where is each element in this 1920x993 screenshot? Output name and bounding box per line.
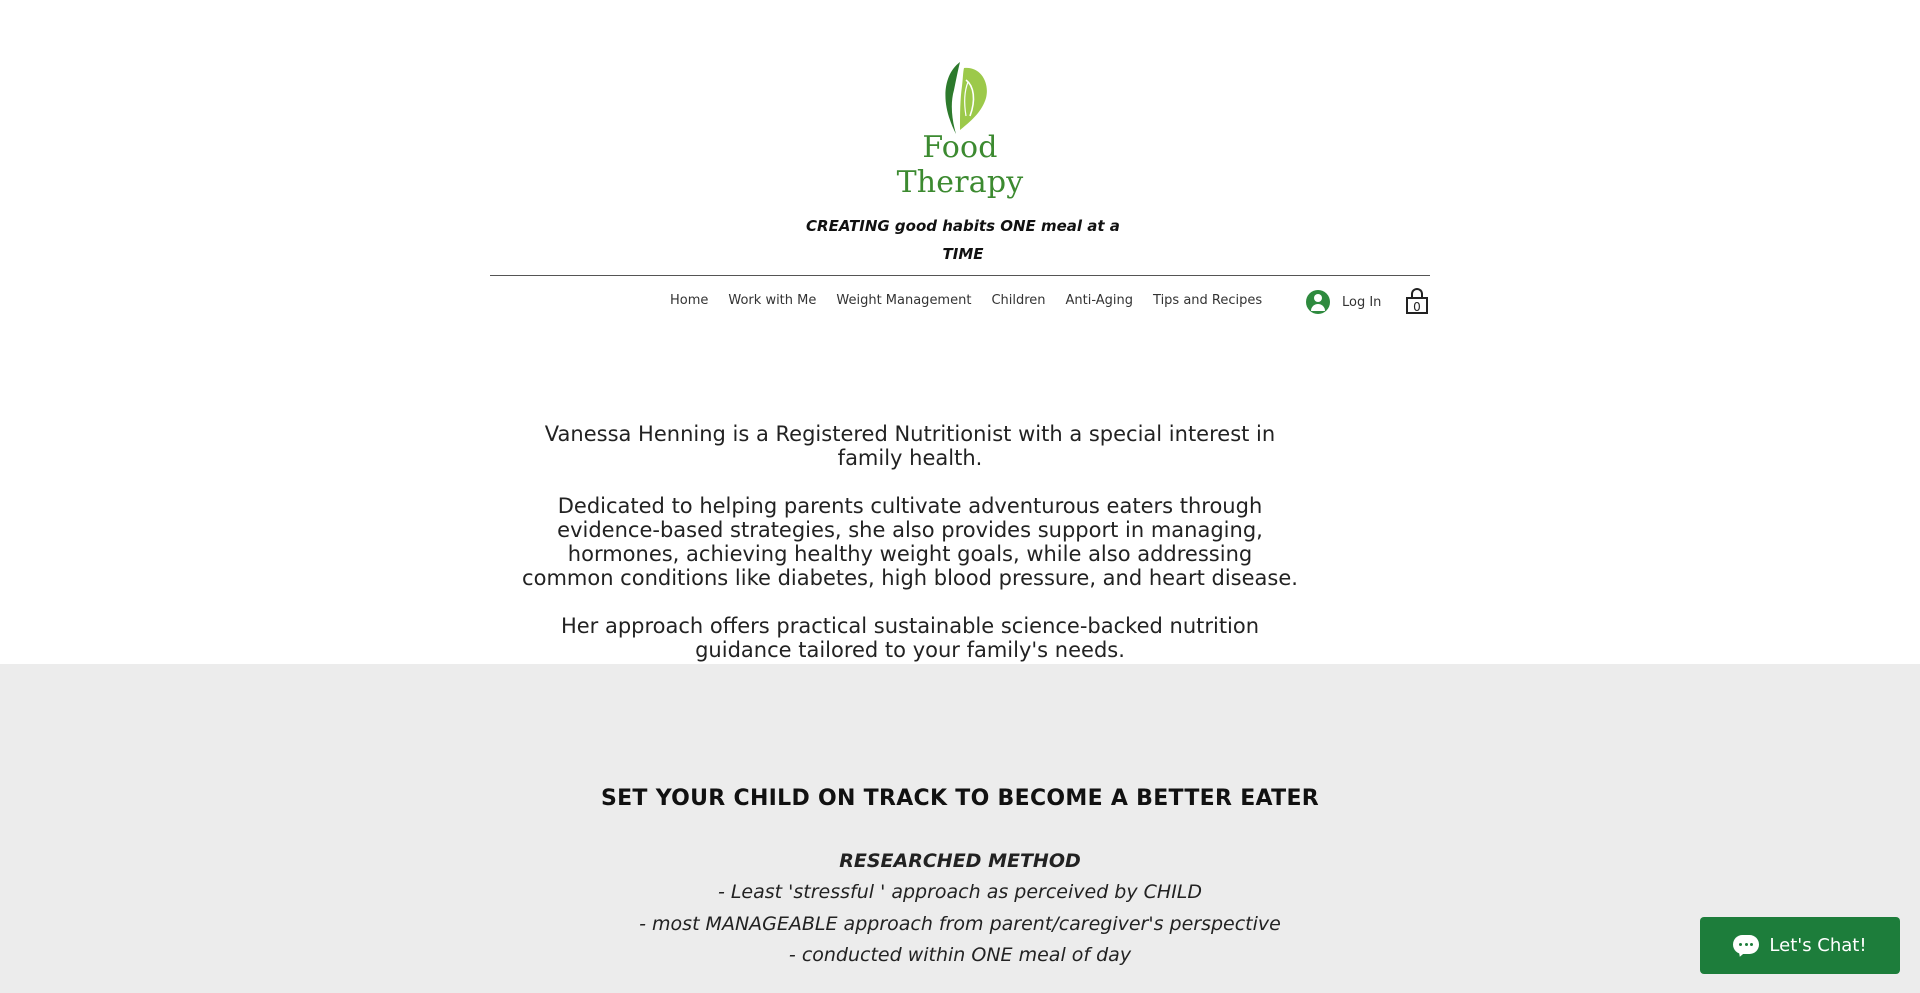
nav-item-work-with-me[interactable]: Work with Me	[728, 293, 817, 308]
login-label: Log In	[1342, 294, 1382, 310]
user-avatar-icon	[1306, 290, 1330, 314]
nav-item-children[interactable]: Children	[991, 293, 1046, 308]
bio-paragraph-2: Dedicated to helping parents cultivate adventurous eaters through evidence-based strategies, she also provides support in managing, hormones, achieving healthy weight goals, while also addressing common conditions like diabetes, high blood pressure, and heart disease.	[522, 494, 1298, 590]
leaf-logo-icon	[930, 60, 990, 135]
method-line: - most MANAGEABLE approach from parent/caregiver's perspective	[639, 912, 1281, 935]
tagline-line-1: CREATING good habits ONE meal at a	[806, 217, 1120, 235]
bio-text	[520, 422, 1300, 686]
method-line: - Least 'stressful ' approach as perceived by CHILD	[717, 881, 1203, 903]
chat-button[interactable]	[1700, 917, 1900, 974]
tagline-line-2: TIME	[942, 245, 984, 263]
chat-bubble-icon	[1733, 935, 1759, 957]
method-list	[560, 845, 1360, 972]
site-logo[interactable]	[860, 60, 1060, 200]
section-title: SET YOUR CHILD ON TRACK TO BECOME A BETTER EATER	[600, 786, 1320, 811]
cart-count: 0	[1413, 300, 1421, 314]
method-heading: RESEARCHED METHOD	[839, 850, 1081, 872]
main-nav	[660, 291, 1272, 311]
login-button[interactable]	[1306, 289, 1381, 315]
nav-item-weight-management[interactable]: Weight Management	[836, 293, 972, 308]
method-line: - conducted within ONE meal of day	[788, 944, 1132, 966]
nav-item-home[interactable]: Home	[670, 293, 709, 308]
cart-button[interactable]	[1404, 288, 1430, 316]
brand-name: Food Therapy	[896, 130, 1024, 200]
nav-item-tips-and-recipes[interactable]: Tips and Recipes	[1153, 293, 1263, 308]
bio-paragraph-3: Her approach offers practical sustainable science-backed nutrition guidance tailored to your family's needs.	[560, 614, 1260, 662]
bio-paragraph-1: Vanessa Henning is a Registered Nutritionist with a special interest in family health.	[544, 422, 1276, 470]
header-divider	[490, 275, 1430, 276]
tagline	[800, 212, 1126, 268]
chat-label: Let's Chat!	[1769, 935, 1867, 956]
nav-item-anti-aging[interactable]: Anti-Aging	[1065, 293, 1134, 308]
